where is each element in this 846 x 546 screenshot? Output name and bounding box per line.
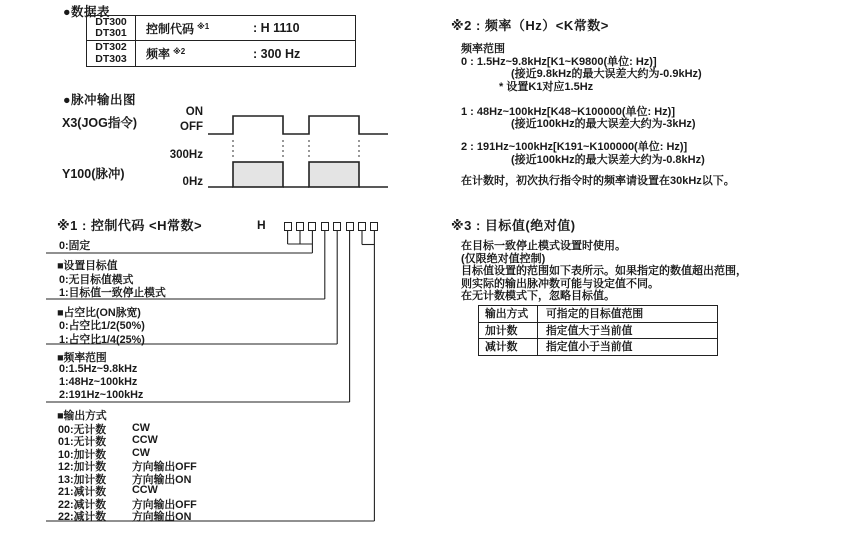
output-dir: 方向输出ON: [132, 511, 192, 524]
value-label: : 300 Hz: [253, 46, 301, 61]
target-table-header-cell: 可指定的目标值范围: [538, 306, 718, 323]
group-header: ■设置目标值: [57, 260, 118, 272]
on-label: ON: [185, 106, 203, 118]
hi-label: 300Hz: [169, 149, 203, 161]
reg-label: DT301: [95, 27, 127, 40]
output-dir: CW: [132, 421, 150, 434]
group-line: 1:占空比1/4(25%): [59, 333, 145, 346]
group-header: ■频率范围: [57, 351, 107, 364]
freq-item-note: (接近9.8kHz的最大误差大约为-0.9kHz): [511, 68, 702, 80]
note3-line: 在无计数模式下，忽略目标值。: [461, 290, 615, 302]
reg-label: DT303: [95, 52, 127, 65]
target-table-cell: 减计数: [479, 339, 538, 356]
note3-line: 则实际的输出脉冲数可能与设定值不同。: [461, 277, 659, 290]
reg-label: DT302: [95, 41, 127, 54]
control-code-digit-box: [370, 222, 378, 231]
output-code: 22:减计数: [58, 498, 106, 511]
table-row: [87, 41, 355, 65]
freq-item-line: 2 : 191Hz~100kHz[K191~K100000(单位: Hz)]: [461, 141, 688, 153]
footnote-sup: ※2: [173, 47, 186, 57]
control-code-digit-box: [321, 222, 329, 231]
fixed-digits-line: 0:固定: [59, 240, 91, 252]
control-code-digit-box: [308, 222, 316, 231]
table-row: [87, 16, 355, 41]
output-code: 13:加计数: [58, 473, 106, 486]
control-code-digit-box: [296, 222, 304, 231]
control-code-digit-box: [358, 222, 366, 231]
output-code: 00:无计数: [58, 423, 106, 436]
group-line: 0:占空比1/2(50%): [59, 320, 145, 332]
reg-cell: [87, 16, 136, 40]
output-code: 21:减计数: [58, 486, 106, 499]
table-row: [479, 322, 718, 339]
x3-label: X3(JOG指令): [62, 116, 138, 130]
reg-cell: [87, 41, 136, 65]
output-dir: CW: [132, 446, 150, 459]
output-mode-row: [58, 509, 191, 524]
note3-line: 目标值设置的范围如下表所示。如果指定的数值超出范围，: [461, 265, 747, 277]
control-code-digit-box: [284, 222, 292, 231]
x3-waveform: [208, 116, 388, 134]
group-line: 0:无目标值模式: [59, 273, 134, 286]
output-dir: 方向输出ON: [132, 473, 192, 486]
note3-line: (仅限绝对值控制): [461, 252, 546, 265]
desc-label: 频率 $^{※2}$: [146, 47, 186, 62]
freq-item-extra: * 设置K1对应1.5Hz: [499, 80, 594, 93]
group-line: 1:48Hz~100kHz: [59, 376, 138, 388]
data-table: [86, 15, 356, 67]
dashed-connector-lines: [233, 140, 359, 158]
y100-pulse-1: [233, 162, 283, 187]
output-code: 01:无计数: [58, 436, 106, 448]
freq-item-note: (接近100kHz的最大误差大约为-3kHz): [511, 118, 696, 130]
freq-item-line: 1 : 48Hz~100kHz[K48~K100000(单位: Hz)]: [461, 105, 675, 118]
target-table-cell: 指定值大于当前值: [538, 322, 718, 339]
output-dir: CCW: [132, 484, 158, 497]
output-code: 12:加计数: [58, 461, 106, 474]
lo-label: 0Hz: [182, 176, 203, 188]
group-header: ■占空比(ON脉宽): [57, 306, 141, 319]
note1-title: ※1 : 控制代码 <H常数>: [57, 218, 203, 233]
output-code: 22:减计数: [58, 511, 106, 524]
pulse-diagram-heading: ●脉冲输出图: [63, 93, 137, 107]
control-code-digit-box: [333, 222, 341, 231]
table-row: [479, 306, 718, 323]
y100-pulse-2: [309, 162, 359, 187]
data-table-heading: ●数据表: [63, 5, 111, 19]
target-table-header-cell: 输出方式: [479, 306, 538, 323]
note2-subtitle: 频率范围: [461, 43, 505, 55]
value-label: : H 1110: [253, 21, 300, 36]
desc-label: 控制代码 $^{※1}$: [146, 21, 210, 36]
group-header: ■输出方式: [57, 409, 107, 422]
output-dir: 方向输出OFF: [132, 461, 197, 474]
note2-footer: 在计数时，初次执行指令时的频率请设置在30kHz以下。: [461, 175, 735, 187]
group-line: 0:1.5Hz~9.8kHz: [59, 362, 138, 375]
group-line: 1:目标值一致停止模式: [59, 287, 166, 299]
output-dir: CCW: [132, 434, 158, 446]
target-value-table: [478, 305, 718, 356]
reg-label: DT300: [95, 15, 127, 28]
table-row: [479, 339, 718, 356]
off-label: OFF: [180, 121, 203, 133]
output-code: 10:加计数: [58, 448, 106, 461]
desc-cell: [136, 41, 355, 65]
desc-cell: [136, 16, 355, 40]
target-table-cell: 指定值小于当前值: [538, 339, 718, 356]
y100-label: Y100(脉冲): [62, 167, 125, 181]
control-code-digit-box: [346, 222, 354, 231]
note2-title: ※2 : 频率（Hz）<K常数>: [451, 18, 609, 33]
output-dir: 方向输出OFF: [132, 498, 197, 511]
freq-item-line: 0 : 1.5Hz~9.8kHz[K1~K9800(单位: Hz)]: [461, 55, 657, 68]
note3-line: 在目标一致停止模式设置时使用。: [461, 240, 626, 252]
h-constant-label: H: [257, 218, 266, 232]
target-table-cell: 加计数: [479, 322, 538, 339]
footnote-sup: ※1: [197, 21, 210, 31]
freq-item-note: (接近100kHz的最大误差大约为-0.8kHz): [511, 153, 705, 166]
group-line: 2:191Hz~100kHz: [59, 389, 144, 401]
note3-title: ※3 : 目标值(绝对值): [451, 218, 576, 233]
